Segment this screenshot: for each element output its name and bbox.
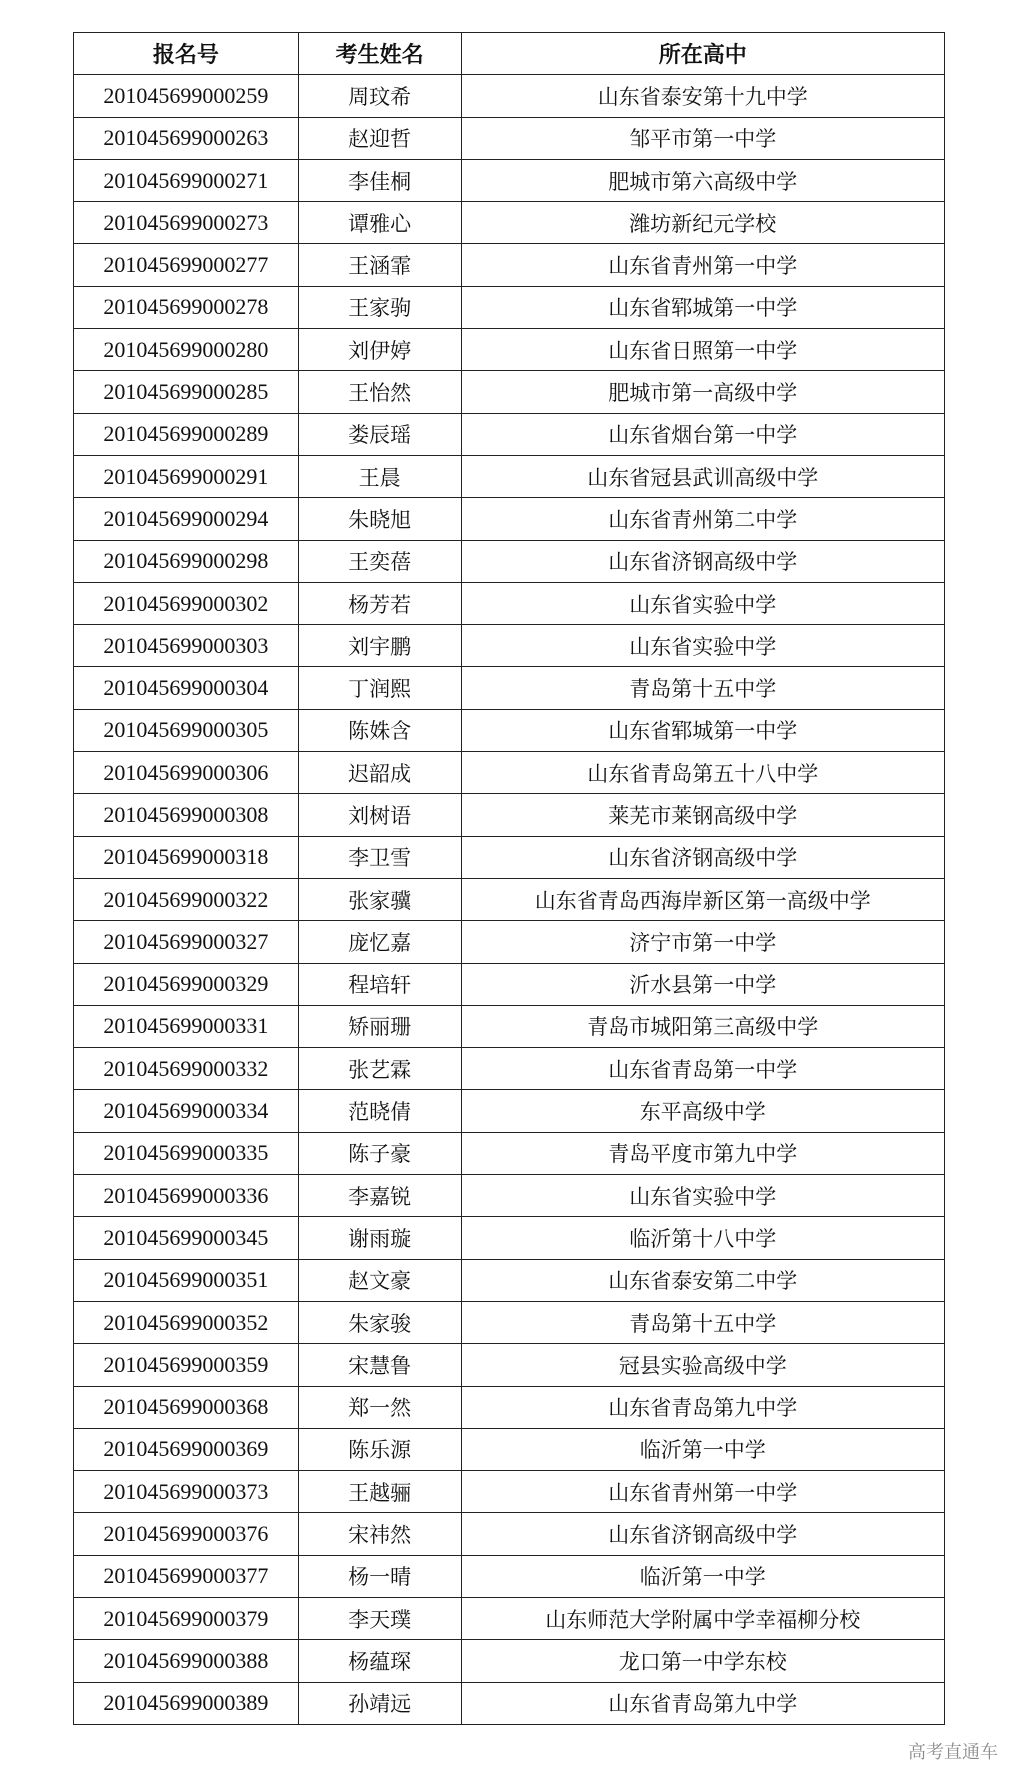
table-row — [74, 1217, 945, 1259]
candidate-name-cell: 宋慧鲁 — [298, 1344, 461, 1386]
high-school-cell: 山东省济钢高级中学 — [461, 1513, 944, 1555]
high-school-cell: 肥城市第一高级中学 — [461, 371, 944, 413]
candidate-name-cell: 朱家骏 — [298, 1301, 461, 1343]
registration-number-cell: 201045699000388 — [74, 1640, 299, 1682]
registration-number-cell: 201045699000368 — [74, 1386, 299, 1428]
registration-number-cell: 201045699000259 — [74, 75, 299, 117]
candidate-table — [73, 32, 945, 1725]
table-row — [74, 752, 945, 794]
candidate-name-cell: 李佳桐 — [298, 159, 461, 201]
table-row — [74, 1682, 945, 1724]
table-header — [74, 33, 945, 75]
candidate-name-cell: 娄辰瑶 — [298, 413, 461, 455]
candidate-name-cell: 刘宇鹏 — [298, 625, 461, 667]
registration-number-cell: 201045699000291 — [74, 455, 299, 497]
candidate-name-cell: 陈乐源 — [298, 1428, 461, 1470]
table-row — [74, 75, 945, 117]
high-school-cell: 山东省青州第二中学 — [461, 498, 944, 540]
high-school-cell: 山东省郓城第一中学 — [461, 286, 944, 328]
candidate-name-cell: 孙靖远 — [298, 1682, 461, 1724]
high-school-cell: 山东省烟台第一中学 — [461, 413, 944, 455]
candidate-name-cell: 宋祎然 — [298, 1513, 461, 1555]
high-school-cell: 山东省青岛西海岸新区第一高级中学 — [461, 878, 944, 920]
table-row — [74, 455, 945, 497]
candidate-name-cell: 张家骥 — [298, 878, 461, 920]
candidate-name-cell: 杨蕴琛 — [298, 1640, 461, 1682]
table-row — [74, 1428, 945, 1470]
registration-number-cell: 201045699000304 — [74, 667, 299, 709]
high-school-cell: 青岛市城阳第三高级中学 — [461, 1005, 944, 1047]
high-school-cell: 肥城市第六高级中学 — [461, 159, 944, 201]
high-school-cell: 山东省济钢高级中学 — [461, 540, 944, 582]
candidate-name-cell: 王涵霏 — [298, 244, 461, 286]
high-school-cell: 沂水县第一中学 — [461, 963, 944, 1005]
candidate-name-cell: 张艺霖 — [298, 1048, 461, 1090]
high-school-cell: 山东省泰安第十九中学 — [461, 75, 944, 117]
candidate-name-cell: 赵迎哲 — [298, 117, 461, 159]
candidate-name-cell: 谢雨璇 — [298, 1217, 461, 1259]
high-school-cell: 山东省实验中学 — [461, 625, 944, 667]
candidate-name-cell: 郑一然 — [298, 1386, 461, 1428]
candidate-name-cell: 刘树语 — [298, 794, 461, 836]
table-row — [74, 1555, 945, 1597]
registration-number-cell: 201045699000345 — [74, 1217, 299, 1259]
table-row — [74, 1471, 945, 1513]
table-row — [74, 582, 945, 624]
header-high-school: 所在高中 — [461, 33, 944, 75]
high-school-cell: 青岛第十五中学 — [461, 1301, 944, 1343]
high-school-cell: 山东省济钢高级中学 — [461, 836, 944, 878]
registration-number-cell: 201045699000263 — [74, 117, 299, 159]
registration-number-cell: 201045699000329 — [74, 963, 299, 1005]
high-school-cell: 潍坊新纪元学校 — [461, 202, 944, 244]
table-row — [74, 921, 945, 963]
high-school-cell: 山东省郓城第一中学 — [461, 709, 944, 751]
table-row — [74, 878, 945, 920]
registration-number-cell: 201045699000285 — [74, 371, 299, 413]
registration-number-cell: 201045699000289 — [74, 413, 299, 455]
candidate-name-cell: 谭雅心 — [298, 202, 461, 244]
table-row — [74, 1175, 945, 1217]
table-row — [74, 794, 945, 836]
registration-number-cell: 201045699000379 — [74, 1597, 299, 1639]
registration-number-cell: 201045699000327 — [74, 921, 299, 963]
candidate-name-cell: 范晓倩 — [298, 1090, 461, 1132]
registration-number-cell: 201045699000280 — [74, 329, 299, 371]
candidate-name-cell: 杨芳若 — [298, 582, 461, 624]
high-school-cell: 临沂第十八中学 — [461, 1217, 944, 1259]
table-row — [74, 1597, 945, 1639]
table-row — [74, 667, 945, 709]
candidate-name-cell: 朱晓旭 — [298, 498, 461, 540]
high-school-cell: 山东省冠县武训高级中学 — [461, 455, 944, 497]
registration-number-cell: 201045699000332 — [74, 1048, 299, 1090]
candidate-name-cell: 程培轩 — [298, 963, 461, 1005]
registration-number-cell: 201045699000322 — [74, 878, 299, 920]
high-school-cell: 临沂第一中学 — [461, 1428, 944, 1470]
high-school-cell: 青岛平度市第九中学 — [461, 1132, 944, 1174]
high-school-cell: 济宁市第一中学 — [461, 921, 944, 963]
high-school-cell: 山东省实验中学 — [461, 1175, 944, 1217]
table-row — [74, 286, 945, 328]
candidate-name-cell: 王奕蓓 — [298, 540, 461, 582]
high-school-cell: 莱芜市莱钢高级中学 — [461, 794, 944, 836]
table-row — [74, 1005, 945, 1047]
high-school-cell: 临沂第一中学 — [461, 1555, 944, 1597]
table-row — [74, 1132, 945, 1174]
high-school-cell: 山东省青岛第一中学 — [461, 1048, 944, 1090]
high-school-cell: 山东省日照第一中学 — [461, 329, 944, 371]
table-row — [74, 540, 945, 582]
table-row — [74, 413, 945, 455]
candidate-name-cell: 陈姝含 — [298, 709, 461, 751]
table-row — [74, 329, 945, 371]
registration-number-cell: 201045699000377 — [74, 1555, 299, 1597]
table-row — [74, 1344, 945, 1386]
registration-number-cell: 201045699000277 — [74, 244, 299, 286]
table-body — [74, 75, 945, 1725]
candidate-name-cell: 迟韶成 — [298, 752, 461, 794]
registration-number-cell: 201045699000278 — [74, 286, 299, 328]
table-row — [74, 244, 945, 286]
table-row — [74, 1513, 945, 1555]
table-row — [74, 709, 945, 751]
registration-number-cell: 201045699000369 — [74, 1428, 299, 1470]
high-school-cell: 山东省实验中学 — [461, 582, 944, 624]
candidate-name-cell: 丁润熙 — [298, 667, 461, 709]
candidate-name-cell: 王怡然 — [298, 371, 461, 413]
registration-number-cell: 201045699000294 — [74, 498, 299, 540]
high-school-cell: 邹平市第一中学 — [461, 117, 944, 159]
registration-number-cell: 201045699000373 — [74, 1471, 299, 1513]
registration-number-cell: 201045699000308 — [74, 794, 299, 836]
registration-number-cell: 201045699000298 — [74, 540, 299, 582]
table-row — [74, 498, 945, 540]
high-school-cell: 东平高级中学 — [461, 1090, 944, 1132]
registration-number-cell: 201045699000306 — [74, 752, 299, 794]
registration-number-cell: 201045699000302 — [74, 582, 299, 624]
high-school-cell: 山东省青州第一中学 — [461, 244, 944, 286]
header-row — [74, 33, 945, 75]
table-row — [74, 371, 945, 413]
table-row — [74, 1640, 945, 1682]
candidate-name-cell: 李卫雪 — [298, 836, 461, 878]
registration-number-cell: 201045699000359 — [74, 1344, 299, 1386]
registration-number-cell: 201045699000305 — [74, 709, 299, 751]
candidate-name-cell: 庞忆嘉 — [298, 921, 461, 963]
candidate-name-cell: 杨一晴 — [298, 1555, 461, 1597]
candidate-name-cell: 刘伊婷 — [298, 329, 461, 371]
table-row — [74, 117, 945, 159]
candidate-name-cell: 李天璞 — [298, 1597, 461, 1639]
candidate-name-cell: 矫丽珊 — [298, 1005, 461, 1047]
registration-number-cell: 201045699000271 — [74, 159, 299, 201]
candidate-name-cell: 周玟希 — [298, 75, 461, 117]
candidate-name-cell: 王家驹 — [298, 286, 461, 328]
table-row — [74, 836, 945, 878]
registration-number-cell: 201045699000376 — [74, 1513, 299, 1555]
table-row — [74, 1090, 945, 1132]
registration-number-cell: 201045699000318 — [74, 836, 299, 878]
high-school-cell: 山东师范大学附属中学幸福柳分校 — [461, 1597, 944, 1639]
registration-number-cell: 201045699000351 — [74, 1259, 299, 1301]
table-row — [74, 1301, 945, 1343]
candidate-name-cell: 王越骊 — [298, 1471, 461, 1513]
high-school-cell: 龙口第一中学东校 — [461, 1640, 944, 1682]
table-row — [74, 202, 945, 244]
high-school-cell: 山东省泰安第二中学 — [461, 1259, 944, 1301]
registration-number-cell: 201045699000335 — [74, 1132, 299, 1174]
registration-number-cell: 201045699000303 — [74, 625, 299, 667]
table-row — [74, 625, 945, 667]
high-school-cell: 山东省青岛第五十八中学 — [461, 752, 944, 794]
registration-number-cell: 201045699000273 — [74, 202, 299, 244]
candidate-table-container — [73, 32, 945, 1725]
high-school-cell: 山东省青岛第九中学 — [461, 1386, 944, 1428]
registration-number-cell: 201045699000389 — [74, 1682, 299, 1724]
candidate-name-cell: 陈子豪 — [298, 1132, 461, 1174]
registration-number-cell: 201045699000331 — [74, 1005, 299, 1047]
registration-number-cell: 201045699000352 — [74, 1301, 299, 1343]
candidate-name-cell: 王晨 — [298, 455, 461, 497]
high-school-cell: 山东省青州第一中学 — [461, 1471, 944, 1513]
candidate-name-cell: 赵文豪 — [298, 1259, 461, 1301]
registration-number-cell: 201045699000334 — [74, 1090, 299, 1132]
high-school-cell: 冠县实验高级中学 — [461, 1344, 944, 1386]
high-school-cell: 山东省青岛第九中学 — [461, 1682, 944, 1724]
high-school-cell: 青岛第十五中学 — [461, 667, 944, 709]
watermark-text: 高考直通车 — [908, 1742, 998, 1763]
table-row — [74, 1259, 945, 1301]
registration-number-cell: 201045699000336 — [74, 1175, 299, 1217]
header-candidate-name: 考生姓名 — [298, 33, 461, 75]
table-row — [74, 1386, 945, 1428]
table-row — [74, 963, 945, 1005]
header-registration-number: 报名号 — [74, 33, 299, 75]
candidate-name-cell: 李嘉锐 — [298, 1175, 461, 1217]
table-row — [74, 1048, 945, 1090]
table-row — [74, 159, 945, 201]
